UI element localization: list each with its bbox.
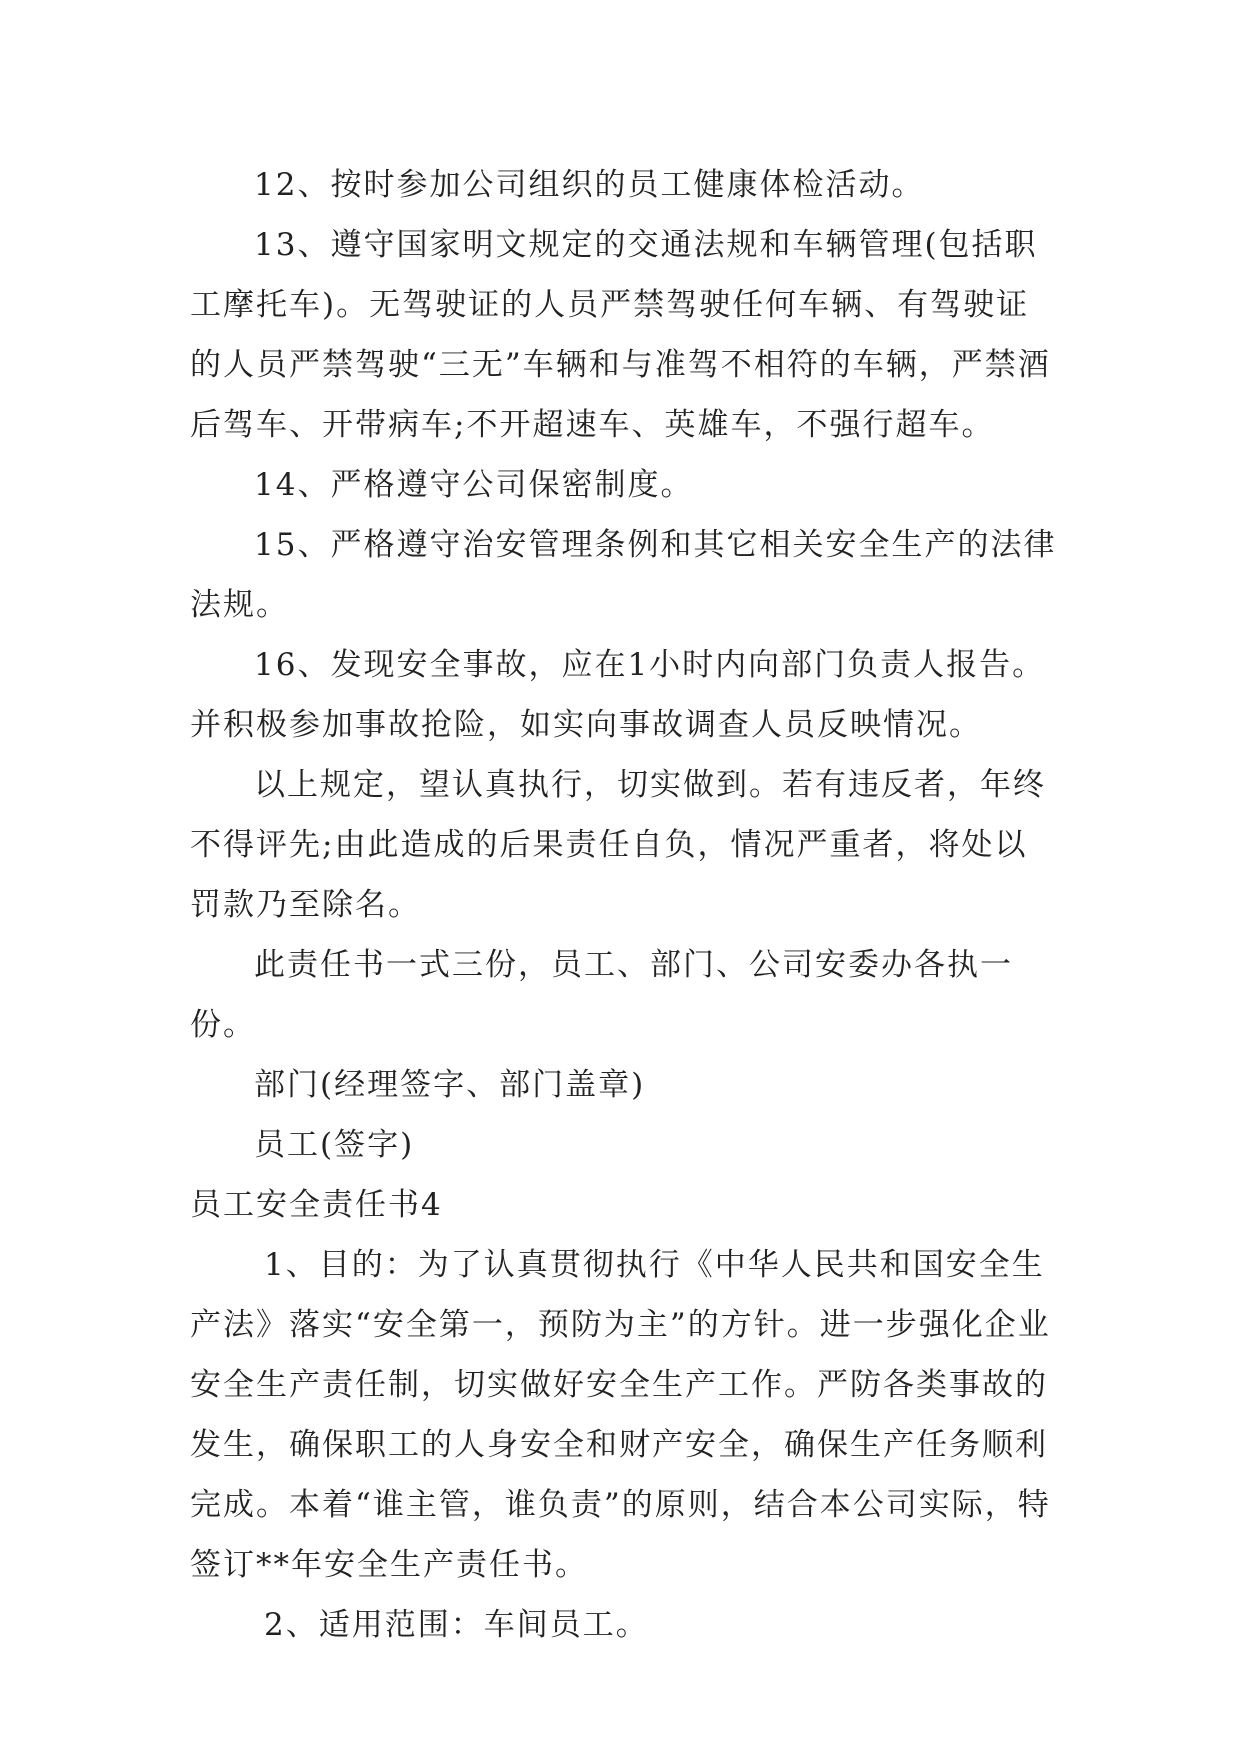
- paragraph-item-12: 12、按时参加公司组织的员工健康体检活动。: [254, 167, 925, 203]
- section-title: 员工安全责任书4: [190, 1187, 443, 1223]
- paragraph-item-13: 13、遵守国家明文规定的交通法规和车辆管理(包括职工摩托车)。无驾驶证的人员严禁驾驶任何车辆、有驾驶证的人员严禁驾驶“三无”车辆和与准驾不相符的车辆，严禁酒后驾车、开带病车;不开超速车、英雄车，不强行超车。: [190, 227, 1051, 443]
- paragraph-item-14: 14、严格遵守公司保密制度。: [254, 467, 694, 503]
- scope-paragraph: 2、适用范围：车间员工。: [264, 1607, 649, 1643]
- paragraph-item-15: 15、严格遵守治安管理条例和其它相关安全生产的法律法规。: [190, 527, 1057, 623]
- department-signature-line: 部门(经理签字、部门盖章): [254, 1067, 646, 1103]
- employee-signature-line: 员工(签字): [254, 1127, 415, 1163]
- closing-paragraph: 以上规定，望认真执行，切实做到。若有违反者，年终不得评先;由此造成的后果责任自负，情况严重者，将处以罚款乃至除名。: [190, 767, 1046, 923]
- purpose-paragraph: 1、目的：为了认真贯彻执行《中华人民共和国安全生产法》落实“安全第一，预防为主”的方针。进一步强化企业安全生产责任制，切实做好安全生产工作。严防各类事故的发生，确保职工的人身安全和财产安全，确保生产任务顺利完成。本着“谁主管，谁负责”的原则，结合本公司实际，特签订**年安全生产责任书。: [190, 1247, 1051, 1583]
- paragraph-item-16: 16、发现安全事故，应在1小时内向部门负责人报告。并积极参加事故抢险，如实向事故调查人员反映情况。: [190, 647, 1046, 743]
- copies-note: 此责任书一式三份，员工、部门、公司安委办各执一份。: [190, 947, 1013, 1043]
- document-body: [190, 155, 1060, 1655]
